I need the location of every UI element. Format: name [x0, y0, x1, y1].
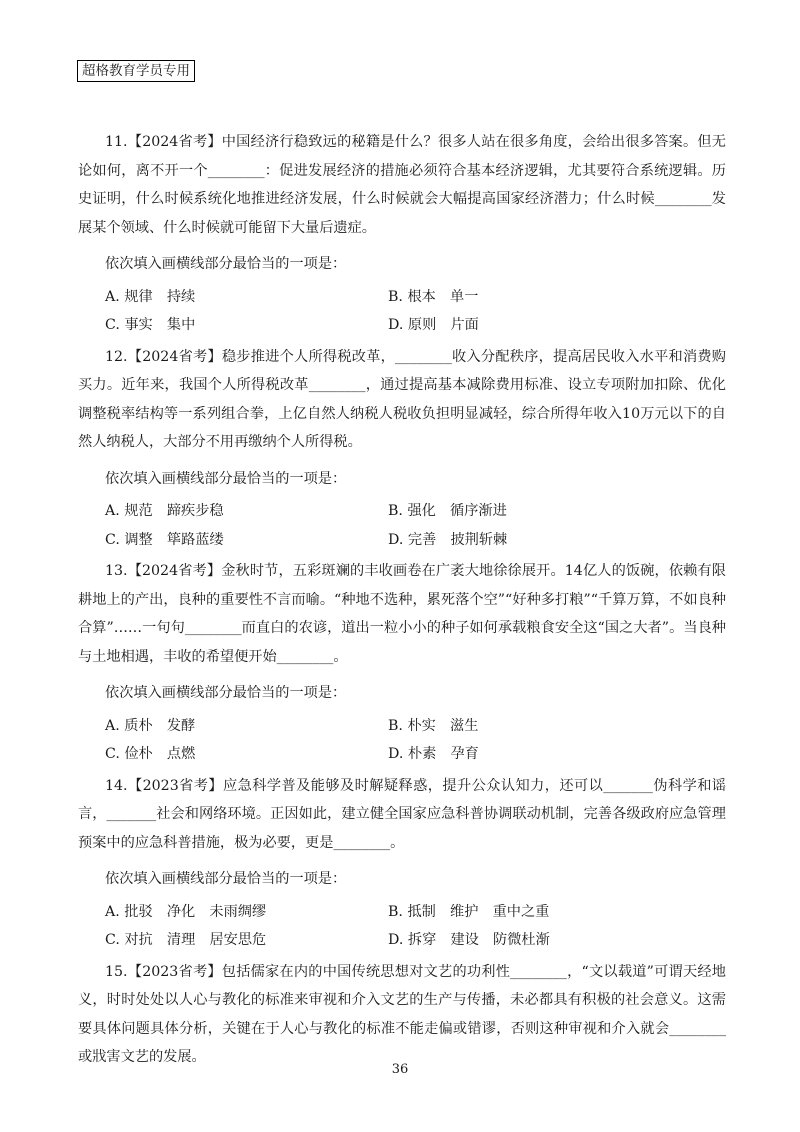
question-prompt: 依次填入画横线部分最恰当的一项是： — [105, 470, 347, 487]
options — [78, 497, 726, 554]
option-a[interactable]: A. 批驳 净化 未雨绸缪 — [105, 903, 267, 920]
option-d[interactable]: D. 拆穿 建设 防微杜渐 — [388, 932, 550, 948]
option-d[interactable]: D. 原则 片面 — [388, 317, 479, 333]
question-11 — [78, 128, 726, 340]
question-stem: 15.【2023省考】包括儒家在内的中国传统思想对文艺的功利性________，“文以载道”可谓天经地义，时时处处以人心与教化的标准来审视和介入文艺的生产与传播，未必都具有积极的社会意义。这需要具体问题具体分析，关键在于人心与教化的标准不能走偏或错谬，否则这种审视和介入就会________或戕害文艺的发展。 — [78, 963, 726, 1065]
option-d[interactable]: D. 朴素 孕育 — [388, 746, 479, 762]
option-b[interactable]: B. 根本 单一 — [388, 288, 479, 305]
option-c[interactable]: C. 俭朴 点燃 — [105, 746, 196, 762]
option-b[interactable]: B. 抵制 维护 重中之重 — [388, 903, 550, 920]
option-d[interactable]: D. 完善 披荆斩棘 — [388, 531, 508, 548]
question-prompt: 依次填入画横线部分最恰当的一项是： — [105, 685, 347, 701]
option-a[interactable]: A. 规范 蹄疾步稳 — [105, 503, 224, 519]
option-b[interactable]: B. 朴实 滋生 — [388, 717, 479, 734]
header-tag: 超格教育学员专用 — [77, 60, 195, 82]
question-stem: 14.【2023省考】应急科学普及能够及时解疑释惑，提升公众认知力，还可以_______伪科学和谣言，_______社会和网络环境。正因如此，建立健全国家应急科普协调联动机制，完善各级政府应急管理预案中的应急科普措施，极为必要，更是________。 — [78, 777, 726, 851]
question-14 — [78, 772, 726, 955]
question-13 — [78, 557, 726, 769]
option-c[interactable]: C. 对抗 清理 居安思危 — [105, 932, 267, 948]
question-stem: 11.【2024省考】中国经济行稳致远的秘籍是什么？很多人站在很多角度，会给出很多答案。但无论如何，离不开一个________：促进发展经济的措施必须符合基本经济逻辑，尤其要符合系统逻辑。历史证明，什么时候系统化地推进经济发展，什么时候就会大幅提高国家经济潜力；什么时候________发展某个领域、什么时候就可能留下大量后遗症。 — [78, 134, 726, 236]
question-prompt: 依次填入画横线部分最恰当的一项是： — [105, 256, 347, 272]
option-a[interactable]: A. 质朴 发酵 — [105, 717, 196, 734]
question-12 — [78, 343, 726, 555]
options — [78, 898, 726, 955]
option-c[interactable]: C. 调整 筚路蓝缕 — [105, 531, 224, 548]
options — [78, 283, 726, 340]
question-stem: 13.【2024省考】金秋时节，五彩斑斓的丰收画卷在广袤大地徐徐展开。14亿人的饭碗，依赖有限耕地上的产出，良种的重要性不言而喻。“种地不选种，累死落个空”“好种多打粮”“千算万算，不如良种合算”……一句句________而直白的农谚，道出一粒小小的种子如何承载粮食安全这“国之大者”。当良种与土地相遇，丰收的希望便开始________。 — [78, 563, 726, 665]
option-a[interactable]: A. 规律 持续 — [105, 288, 196, 305]
question-list — [78, 128, 726, 1075]
option-b[interactable]: B. 强化 循序渐进 — [388, 503, 507, 519]
question-prompt: 依次填入画横线部分最恰当的一项是： — [105, 871, 347, 887]
page-number: 36 — [391, 1062, 409, 1077]
question-15 — [78, 958, 726, 1072]
options — [78, 712, 726, 769]
question-stem: 12.【2024省考】稳步推进个人所得税改革，________收入分配秩序，提高居民收入水平和消费购买力。近年来，我国个人所得税改革________，通过提高基本减除费用标准、设立专项附加扣除、优化调整税率结构等一系列组合拳，上亿自然人纳税人税收负担明显减轻，综合所得年收入10万元以下的自然人纳税人，大部分不用再缴纳个人所得税。 — [78, 348, 726, 450]
option-c[interactable]: C. 事实 集中 — [105, 317, 196, 333]
